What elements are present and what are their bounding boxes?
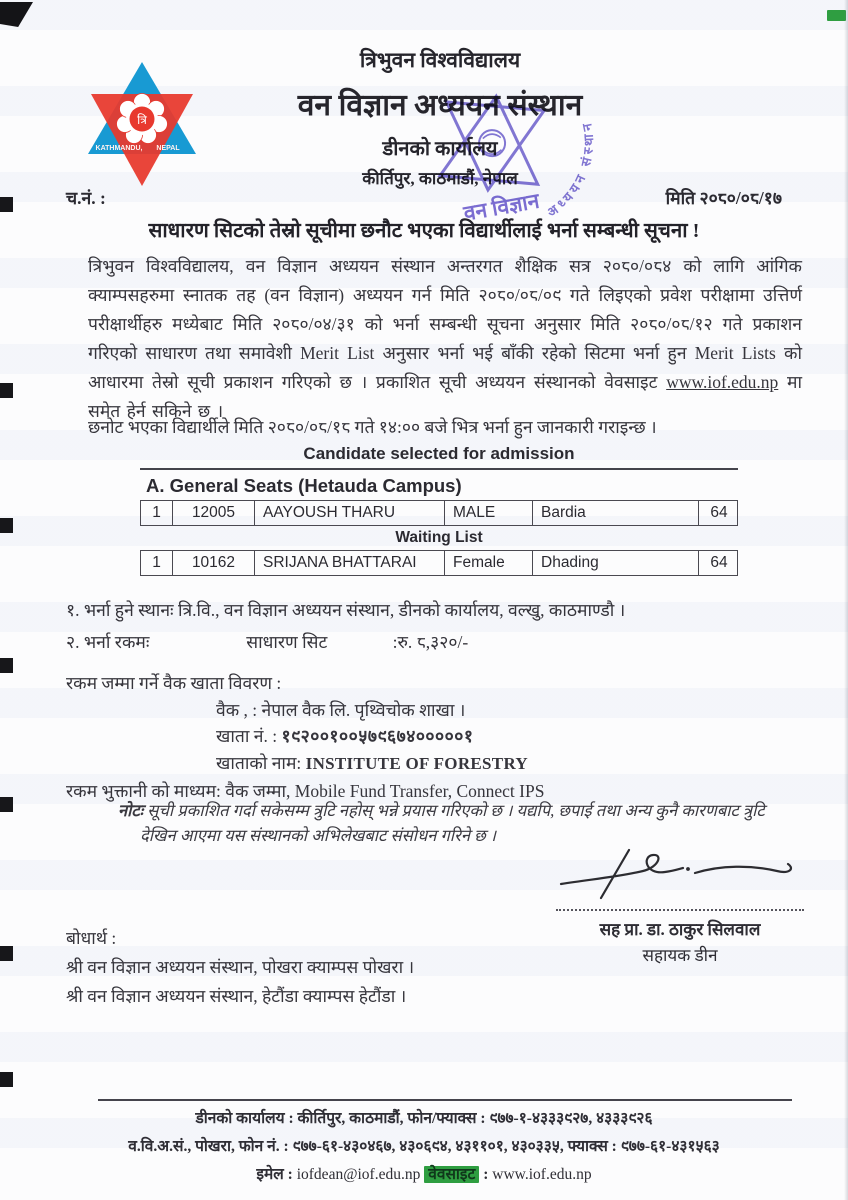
fee-label: भर्ना रकमः xyxy=(83,632,150,652)
admission-table-block xyxy=(140,444,738,576)
item-admission-fee xyxy=(66,626,790,658)
cell-sn: 1 xyxy=(141,501,173,525)
cell-name: SRIJANA BHATTARAI xyxy=(263,554,417,571)
note-label: नोटः xyxy=(118,801,148,820)
ref-number-label: च.नं. : xyxy=(66,188,106,208)
body-paragraph-1 xyxy=(88,252,802,426)
cell-score: 64 xyxy=(710,504,728,521)
cell-district: Bardia xyxy=(541,504,586,521)
account-number-label: खाता नं. : xyxy=(216,726,282,746)
account-name: INSTITUTE OF FORESTRY xyxy=(305,753,529,773)
cc-block xyxy=(66,924,666,1011)
signatory-name: सह प्रा. डा. ठाकुर सिलवाल xyxy=(599,920,761,939)
logo-country-text: NEPAL xyxy=(156,145,180,152)
cell-sn: 1 xyxy=(141,551,173,575)
subject-line: साधारण सिटको तेस्रो सूचीमा छनौट भएका विद्यार्थीलाई भर्ना सम्बन्धी सूचना ! xyxy=(148,220,700,242)
scan-edge-mark xyxy=(0,197,13,212)
cell-score: 64 xyxy=(710,554,728,571)
website-separator: : xyxy=(479,1166,493,1183)
footer xyxy=(24,1105,824,1189)
university-name: त्रिभुवन विश्वविद्यालय xyxy=(359,48,521,72)
scan-corner-mark xyxy=(0,2,33,27)
info-items xyxy=(66,594,790,658)
handwritten-signature xyxy=(555,846,805,902)
bank-heading: रकम जम्मा गर्ने वैक खाता विवरण : xyxy=(66,673,282,693)
signatory-title: सहायक डीन xyxy=(642,946,718,965)
cc-line: श्री वन विज्ञान अध्ययन संस्थान, हेटौंडा क्याम्पस हेटौंडा । xyxy=(66,986,407,1006)
item-number: २. xyxy=(66,632,80,652)
fee-amount: :रु. ८,३२०/- xyxy=(392,632,469,652)
footer-line-2: व.वि.अ.सं., पोखरा, फोन नं. : ९७७-६१-४३०४६७, ४३०६९४, ४३११०१, ४३०३३५, फ्याक्स : ९७७-६१-४३१५६३ xyxy=(128,1138,720,1155)
scan-edge-mark xyxy=(0,658,13,673)
paragraph-text: मा समेत हेर्न सकिने छ । xyxy=(88,372,803,421)
cell-district: Dhading xyxy=(541,554,599,571)
tu-logo xyxy=(82,56,202,196)
cell-roll: 12005 xyxy=(173,501,255,525)
cell-roll: 10162 xyxy=(173,551,255,575)
table-row xyxy=(140,500,738,526)
footer-divider xyxy=(98,1099,792,1101)
note-text: सूची प्रकाशित गर्दा सकेसम्म त्रुटि नहोस् भन्ने प्रयास गरिएको छ । यद्यपि, छपाई तथा अन्य कुनै कारणबाट त्रुटि देखिन आएमा यस संस्थानको अभिलेखबाट संसोधन गरिने छ । xyxy=(140,801,765,845)
office-name: डीनको कार्यालय xyxy=(382,138,498,160)
office-address: कीर्तिपुर, काठमाडौं, नेपाल xyxy=(362,169,518,188)
scan-edge-mark xyxy=(0,518,13,533)
footer-line-1: डीनको कार्यालय : कीर्तिपुर, काठमाडौं, फोन/फ्याक्स : ९७७-१-४३३३९२७, ४३३३९२६ xyxy=(195,1110,653,1127)
letterhead xyxy=(190,46,690,189)
note-block xyxy=(118,798,770,848)
account-name-label: खाताको नाम: xyxy=(216,752,306,773)
table-row xyxy=(140,550,738,576)
stamp-label: वन विज्ञान xyxy=(461,188,542,226)
scan-edge-mark xyxy=(0,946,13,961)
paragraph-text: त्रिभुवन विश्वविद्यालय, वन विज्ञान अध्ययन संस्थान अन्तरगत शैक्षिक सत्र २०८०/०८४ को लागि आंगिक क्याम्पसहरुमा स्नातक तह (वन विज्ञान) अध्ययन गर्न मिति २०८०/०८/०९ गते लिइएको प्रवेश परीक्षामा उत्तिर्ण परीक्षार्थीहरु मध्येबाट मिति २०८०/०४/३१ को भर्ना सम्बन्धी सूचना अनुसार मिति २०८०/०८/१२ गते प्रकाशन गरिएको साधारण तथा समावेशी Merit List अनुसार भर्ना भई बाँकी रहेको सिटमा भर्ना हुन Merit Lists को आधारमा तेस्रो सूची प्रकाशन गरिएको छ । प्रकाशित सूची अध्ययन संस्थानको वेवसाइट xyxy=(88,256,802,392)
signature-dotted-line xyxy=(556,907,804,911)
item-text: भर्ना हुने स्थानः त्रि.वि., वन विज्ञान अध्ययन संस्थान, डीनको कार्यालय, वल्खु, काठमाण्डौ । xyxy=(83,600,626,620)
account-name-line xyxy=(66,750,790,778)
website-label-highlight: वेवसाइट xyxy=(424,1166,479,1183)
bank-name-line: वैक , : नेपाल वैक लि. पृथ्विचोक शाखा । xyxy=(216,699,466,720)
waiting-list-heading: Waiting List xyxy=(395,529,483,546)
footer-line-3 xyxy=(24,1161,824,1189)
cell-name: AAYOUSH THARU xyxy=(263,504,396,521)
scan-green-mark xyxy=(827,10,846,21)
scan-edge-mark xyxy=(0,797,13,812)
body-paragraph-2: छनोट भएका विद्यार्थीले मिति २०८०/०८/१८ गते १४:०० बजे भित्र भर्ना हुन जानकारी गराइन्छ । xyxy=(88,417,657,437)
scan-edge-mark xyxy=(0,1072,13,1087)
item-admission-place xyxy=(66,594,790,626)
website-address: www.iof.edu.np xyxy=(492,1166,592,1183)
stamp-arc-text: अध्ययन संस्थान xyxy=(544,118,597,220)
account-number: १९२००१००५७९६७४०००००१ xyxy=(281,726,474,746)
iof-website-link[interactable]: www.iof.edu.np xyxy=(666,372,779,392)
letter-date: मिति २०८०/०८/१७ xyxy=(665,188,782,208)
cell-gender: MALE xyxy=(453,504,496,521)
item-number: १. xyxy=(66,600,80,620)
logo-center-glyph: त्रि xyxy=(137,113,147,127)
institute-name: वन विज्ञान अध्ययन संस्थान xyxy=(297,89,583,122)
fee-seat-type: साधारण सिट xyxy=(246,632,328,652)
cc-line: श्री वन विज्ञान अध्ययन संस्थान, पोखरा क्याम्पस पोखरा । xyxy=(66,957,415,977)
scan-edge-mark xyxy=(0,383,13,398)
payment-methods-line: रकम भुक्तानी को माध्यम: वैक जम्मा, Mobile Fund Transfer, Connect IPS xyxy=(66,781,545,801)
email-address: iofdean@iof.edu.np xyxy=(296,1166,421,1183)
logo-city-text: KATHMANDU, xyxy=(95,145,143,152)
table-section-heading: A. General Seats (Hetauda Campus) xyxy=(146,475,462,496)
bank-details xyxy=(66,670,790,805)
cc-heading: बोधार्थ : xyxy=(66,928,117,948)
cell-gender: Female xyxy=(453,554,505,571)
account-number-line xyxy=(66,723,790,750)
table-title: Candidate selected for admission xyxy=(140,444,738,470)
email-label: इमेल : xyxy=(256,1166,297,1183)
ref-date-row xyxy=(66,186,782,210)
